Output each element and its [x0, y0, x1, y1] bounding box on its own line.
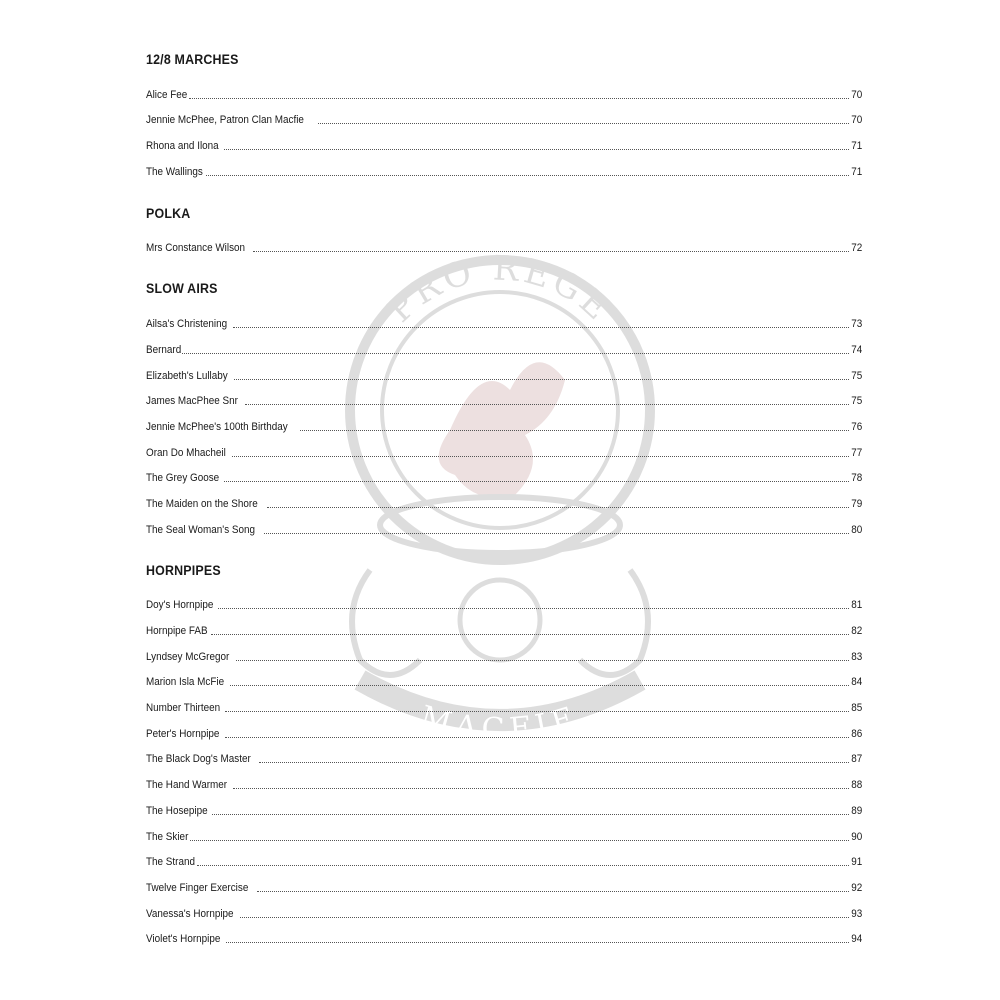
- dot-leader: [211, 633, 848, 635]
- toc-entry: [146, 434, 862, 460]
- dot-leader: [253, 250, 849, 252]
- entry-title: The Skier: [146, 830, 189, 843]
- dot-leader: [226, 941, 849, 943]
- entry-page: 85: [850, 702, 862, 715]
- entry-page: 92: [850, 881, 862, 894]
- dot-leader: [264, 532, 849, 534]
- entry-page: 83: [850, 650, 862, 663]
- section-marches: [146, 52, 862, 179]
- dot-leader: [318, 122, 848, 124]
- dot-leader: [240, 916, 848, 918]
- entry-title: Number Thirteen: [146, 702, 221, 715]
- entry-title: James MacPhee Snr: [146, 395, 238, 408]
- entry-page: 80: [850, 523, 862, 536]
- dot-leader: [197, 864, 848, 866]
- toc-entry: [146, 895, 862, 921]
- entry-page: 84: [850, 676, 862, 689]
- entry-title: Peter's Hornpipe: [146, 727, 220, 740]
- toc-entry: [146, 305, 862, 331]
- entry-page: 76: [850, 420, 862, 433]
- dot-leader: [225, 710, 848, 712]
- entry-title: Violet's Hornpipe: [146, 933, 221, 946]
- entry-title: The Maiden on the Shore: [146, 497, 258, 510]
- toc-entry: [146, 511, 862, 537]
- entry-page: 77: [850, 446, 862, 459]
- entry-title: Bernard: [146, 343, 182, 356]
- entry-page: 71: [850, 140, 862, 153]
- toc-entry: [146, 844, 862, 870]
- toc-entry: [146, 460, 862, 486]
- entry-page: 75: [850, 369, 862, 382]
- section-hornpipes: [146, 563, 862, 947]
- entry-page: 94: [850, 933, 862, 946]
- entry-page: 81: [850, 599, 862, 612]
- dot-leader: [233, 787, 849, 789]
- entry-title: Twelve Finger Exercise: [146, 881, 249, 894]
- entry-page: 73: [850, 318, 862, 331]
- dot-leader: [206, 174, 849, 176]
- section-heading: SLOW AIRS: [146, 281, 218, 297]
- dot-leader: [259, 761, 848, 763]
- entry-page: 72: [850, 242, 862, 255]
- entry-title: Mrs Constance Wilson: [146, 242, 246, 255]
- entry-title: Alice Fee: [146, 88, 188, 101]
- entry-title: The Seal Woman's Song: [146, 523, 256, 536]
- toc-entry: [146, 689, 862, 715]
- entry-page: 70: [850, 88, 862, 101]
- toc-entry: [146, 102, 862, 128]
- toc-entry: [146, 766, 862, 792]
- dot-leader: [300, 429, 848, 431]
- toc-entry: [146, 869, 862, 895]
- section-heading: POLKA: [146, 205, 191, 221]
- dot-leader: [257, 890, 849, 892]
- entry-page: 90: [850, 830, 862, 843]
- entry-title: Hornpipe FAB: [146, 625, 208, 637]
- entry-page: 93: [850, 907, 862, 920]
- dot-leader: [225, 736, 849, 738]
- dot-leader: [224, 480, 848, 482]
- toc-entry: [146, 357, 862, 383]
- section-heading: 12/8 MARCHES: [146, 52, 239, 67]
- entry-title: The Hand Warmer: [146, 779, 228, 792]
- entry-page: 89: [850, 804, 862, 817]
- toc-entry: [146, 921, 862, 947]
- entry-title: Elizabeth's Lullaby: [146, 369, 228, 382]
- entry-page: 78: [850, 472, 862, 485]
- dot-leader: [245, 403, 849, 405]
- entry-title: The Black Dog's Master: [146, 753, 251, 766]
- section-polka: [146, 206, 862, 256]
- toc-entry: [146, 741, 862, 767]
- dot-leader: [212, 813, 849, 815]
- toc-entry: [146, 230, 862, 256]
- dot-leader: [232, 455, 849, 457]
- toc-entry: [146, 485, 862, 511]
- entry-title: Ailsa's Christening: [146, 318, 228, 331]
- toc-entry: [146, 153, 862, 179]
- toc-entry: [146, 76, 862, 102]
- entry-title: Doy's Hornpipe: [146, 599, 214, 612]
- entry-page: 75: [850, 395, 862, 408]
- dot-leader: [224, 148, 849, 150]
- table-of-contents: [146, 52, 862, 946]
- motto-bottom: MACFIE: [416, 699, 584, 748]
- entry-title: Jennie McPhee's 100th Birthday: [146, 420, 288, 433]
- entry-page: 87: [850, 753, 862, 766]
- entry-title: The Strand: [146, 856, 195, 869]
- dot-leader: [190, 839, 849, 841]
- entry-title: Jennie McPhee, Patron Clan Macfie: [146, 114, 304, 127]
- entry-title: Oran Do Mhacheil: [146, 446, 226, 459]
- entry-page: 71: [850, 165, 862, 178]
- dot-leader: [234, 378, 849, 380]
- entry-page: 70: [850, 114, 862, 127]
- toc-entry: [146, 587, 862, 613]
- entry-page: 86: [850, 727, 862, 740]
- entry-title: Vanessa's Hornpipe: [146, 907, 234, 920]
- entry-page: 88: [850, 779, 862, 792]
- toc-entry: [146, 818, 862, 844]
- dot-leader: [182, 352, 849, 354]
- toc-entry: [146, 792, 862, 818]
- toc-entry: [146, 612, 862, 638]
- toc-entry: [146, 331, 862, 357]
- dot-leader: [230, 684, 849, 686]
- dot-leader: [218, 607, 849, 609]
- entry-title: The Wallings: [146, 165, 203, 178]
- section-slow-airs: [146, 281, 862, 536]
- entry-title: Lyndsey McGregor: [146, 650, 230, 663]
- entry-title: Rhona and Ilona: [146, 140, 219, 153]
- toc-entry: [146, 715, 862, 741]
- dot-leader: [267, 506, 849, 508]
- entry-page: 79: [850, 497, 862, 510]
- entry-title: The Grey Goose: [146, 472, 220, 485]
- motto-top: PRO REGE: [380, 248, 620, 331]
- toc-entry: [146, 383, 862, 409]
- section-heading: HORNPIPES: [146, 562, 221, 578]
- dot-leader: [189, 97, 849, 99]
- entry-page: 74: [850, 343, 862, 356]
- dot-leader: [236, 659, 849, 661]
- entry-title: Marion Isla McFie: [146, 676, 225, 689]
- dot-leader: [233, 326, 849, 328]
- entry-title: The Hosepipe: [146, 804, 208, 817]
- entry-page: 82: [850, 625, 862, 637]
- toc-entry: [146, 408, 862, 434]
- toc-entry: [146, 638, 862, 664]
- entry-page: 91: [850, 856, 862, 869]
- toc-entry: [146, 127, 862, 153]
- toc-entry: [146, 664, 862, 690]
